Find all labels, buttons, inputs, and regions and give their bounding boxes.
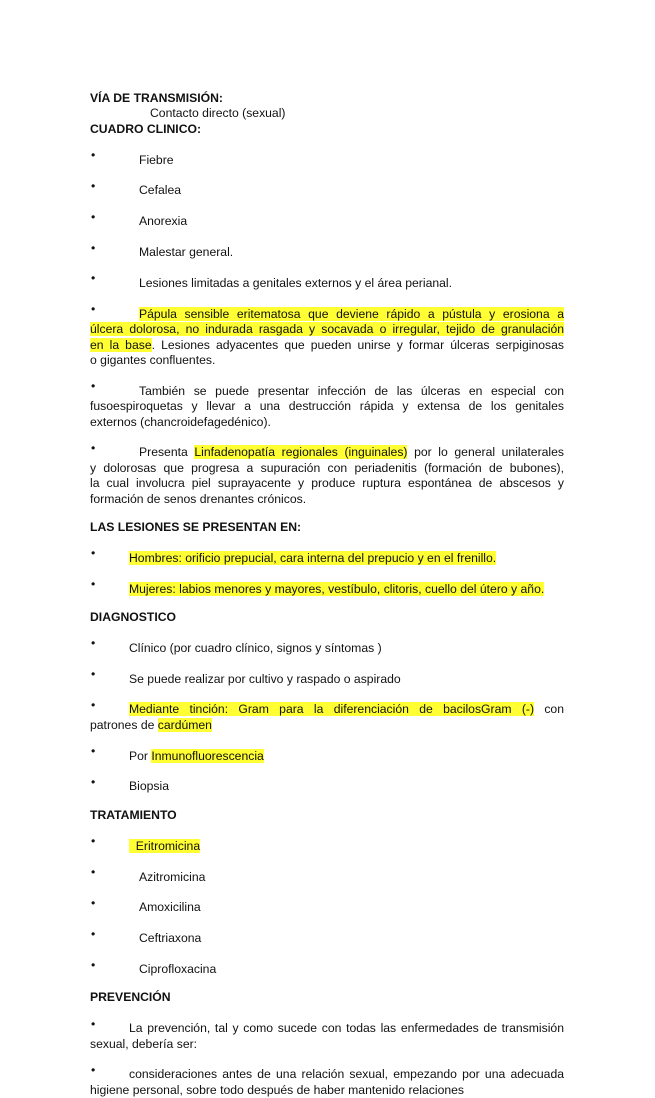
list-item: Clínico (por cuadro clínico, signos y síntomas ) <box>129 640 382 655</box>
list-item: Ciprofloxacina <box>139 961 217 976</box>
highlight: Mujeres: labios menores y mayores, vestíbulo, clitoris, cuello del útero y año. <box>129 581 545 596</box>
list-item: Biopsia <box>129 779 169 794</box>
via-text: Contacto directo (sexual) <box>150 106 286 121</box>
document-page <box>90 91 564 1098</box>
list-item: Por Inmunofluorescencia <box>129 748 264 763</box>
list-item: Cefalea <box>139 183 182 198</box>
list-item: Anorexia <box>139 214 188 229</box>
heading-tratamiento: TRATAMIENTO <box>90 807 177 822</box>
highlight: Mediante tinción: Gram para la diferenciación de bacilosGram (-) <box>129 702 535 717</box>
list-item: Se puede realizar por cultivo y raspado o aspirado <box>129 671 401 686</box>
heading-cuadro-clinico: CUADRO CLINICO: <box>90 121 202 136</box>
list-item: Fiebre <box>139 152 174 167</box>
infeccion-paragraph: También se puede presentar infección de las úlceras en especial con fusoespiroquetas y llevar a una destrucción rápida y extensa de los genitales externos (chancroidefagedénico). <box>90 383 564 429</box>
heading-lesiones: LAS LESIONES SE PRESENTAN EN: <box>90 519 302 534</box>
linfadenopatia-paragraph: Presenta Linfadenopatía regionales (inguinales) por lo general unilaterales y dolorosas que progresa a supuración con periadenitis (formación de bubones), la cual involucra piel suprayacente y produce ruptura espontánea de abscesos y formación de senos drenantes crónicos. <box>90 445 564 506</box>
heading-via-transmision: VÍA DE TRANSMISIÓN: <box>90 91 223 105</box>
heading-prevencion: PREVENCIÓN <box>90 990 171 1005</box>
list-item: Amoxicilina <box>139 900 201 915</box>
highlight: Hombres: orificio prepucial, cara interna del prepucio y en el frenillo. <box>129 550 497 565</box>
highlight: Linfadenopatía regionales (inguinales) <box>194 445 408 460</box>
gram-item: Mediante tinción: Gram para la diferenciación de bacilosGram (-) con patrones de cardúmen <box>90 702 564 732</box>
list-item <box>90 823 564 854</box>
list-item: Ceftriaxona <box>139 931 202 946</box>
heading-diagnostico: DIAGNOSTICO <box>90 610 176 624</box>
list-item: Lesiones limitadas a genitales externos y el área perianal. <box>139 275 452 290</box>
prevencion-paragraph-2: consideraciones antes de una relación sexual, empezando por una adecuada higiene personal, sobre todo después de haber mantenido relaciones <box>90 1067 564 1097</box>
list-item <box>90 535 564 566</box>
papula-paragraph: Pápula sensible eritematosa que deviene rápido a pústula y erosiona a úlcera dolorosa, no indurada rasgada y socavada o irregular, tejido de granulación en la base. Lesiones adyacentes que pueden unirse y formar úlceras serpiginosas o gigantes confluentes. <box>90 306 564 367</box>
highlight: Eritromicina <box>129 839 200 853</box>
highlight: Pápula sensible eritematosa que deviene rápido a pústula y erosiona a <box>139 306 564 321</box>
highlight: úlcera dolorosa, no indurada rasgada y socavada o irregular, tejido de granulación <box>90 322 564 337</box>
list-item: Malestar general. <box>139 245 234 260</box>
prevencion-paragraph-1: La prevención, tal y como sucede con todas las enfermedades de transmisión sexual, debería ser: <box>90 1021 564 1051</box>
highlight: cardúmen <box>157 717 212 732</box>
highlight: Inmunofluorescencia <box>151 748 264 763</box>
list-item: Azitromicina <box>139 869 206 884</box>
list-item <box>90 566 564 597</box>
highlight: en la base <box>90 337 152 352</box>
